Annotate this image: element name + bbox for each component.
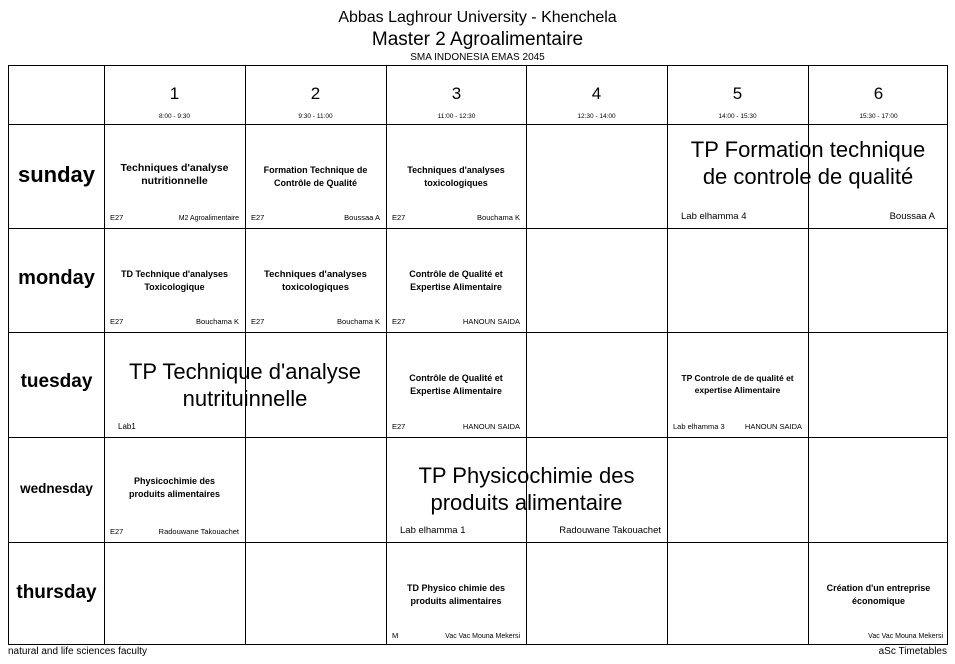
period-time: 8:00 - 9:30 [158, 113, 191, 120]
lesson-room: E27 [251, 317, 265, 326]
lesson-subject: Contrôle de Qualité et Expertise Alimentaire [409, 373, 503, 396]
period-number: 1 [169, 84, 180, 103]
period-number: 5 [732, 84, 743, 103]
lesson-subject: Création d'un entreprise économique [826, 583, 931, 606]
lesson-cell[interactable] [104, 228, 245, 332]
lesson-teacher: Vac Vac Mouna Mekersi [868, 633, 943, 640]
lesson-room: E27 [251, 213, 265, 222]
lesson-room: Lab elhamma 4 [681, 211, 747, 222]
lesson-teacher: Radouwane Takouachet [559, 525, 661, 536]
day-label-monday: monday [18, 267, 95, 289]
lesson-cell[interactable] [808, 542, 949, 646]
lesson-subject: TP Physicochimie des produits alimentaire [418, 463, 635, 515]
university-title: Abbas Laghrour University - Khenchela [338, 9, 617, 26]
lesson-room: Lab elhamma 3 [673, 422, 725, 431]
period-number: 4 [591, 84, 602, 103]
lesson-room: E27 [110, 317, 124, 326]
lesson-teacher: Vac Vac Mouna Mekersi [445, 633, 520, 640]
lesson-subject: TP Formation technique de controle de qualité [690, 137, 926, 189]
lesson-teacher: Boussaa A [889, 211, 935, 222]
lesson-cell[interactable] [667, 332, 808, 437]
lesson-subject: TP Controle de de qualité et expertise Alimentaire [681, 373, 794, 395]
lesson-cell[interactable] [386, 332, 526, 437]
lesson-subject: Techniques d'analyse nutritionnelle [120, 162, 229, 187]
footer-generator: aSc Timetables [878, 646, 947, 657]
lesson-room: Lab1 [118, 422, 136, 431]
period-number: 6 [873, 84, 884, 103]
lesson-teacher: M2 Agroalimentaire [178, 215, 239, 222]
lesson-cell[interactable] [245, 124, 386, 228]
subtitle: SMA INDONESIA EMAS 2045 [410, 52, 545, 63]
lesson-teacher: Bouchama K [477, 213, 520, 222]
lesson-room: E27 [392, 213, 406, 222]
period-time: 12:30 - 14:00 [577, 113, 616, 120]
lesson-subject: TP Technique d'analyse nutrituinnelle [128, 359, 362, 411]
lesson-cell[interactable] [104, 437, 245, 542]
lesson-subject: Techniques d'analyses toxicologiques [407, 165, 505, 188]
lesson-cell[interactable] [386, 124, 526, 228]
lesson-room: E27 [392, 317, 406, 326]
lesson-cell[interactable] [245, 228, 386, 332]
period-time: 9:30 - 11:00 [298, 113, 333, 120]
lesson-teacher: HANOUN SAIDA [462, 422, 520, 431]
day-label-sunday: sunday [17, 162, 96, 187]
period-number: 3 [451, 84, 462, 103]
lesson-cell[interactable] [104, 332, 386, 437]
lesson-teacher: Bouchama K [337, 317, 380, 326]
program-title: Master 2 Agroalimentaire [371, 29, 584, 50]
period-number: 2 [310, 84, 321, 103]
lesson-cell[interactable] [667, 124, 949, 228]
lesson-subject: TD Technique d'analyses Toxicologique [120, 269, 228, 292]
day-label-tuesday: tuesday [20, 371, 93, 392]
lesson-teacher: Bouchama K [196, 317, 239, 326]
period-time: 15:30 - 17:00 [859, 113, 898, 120]
period-time: 11:00 - 12:30 [437, 113, 476, 120]
lesson-subject: TD Physico chimie des produits alimentaires [406, 583, 506, 606]
lesson-room: Lab elhamma 1 [400, 525, 466, 536]
period-time: 14:00 - 15:30 [718, 113, 757, 120]
footer-faculty: natural and life sciences faculty [8, 646, 147, 657]
lesson-cell[interactable] [386, 542, 526, 646]
lesson-room: E27 [110, 527, 124, 536]
lesson-cell[interactable] [104, 124, 245, 228]
lesson-room: E27 [110, 213, 124, 222]
day-label-wednesday: wednesday [20, 481, 93, 496]
lesson-cell[interactable] [386, 437, 667, 542]
lesson-room: E27 [392, 422, 406, 431]
lesson-subject: Physicochimie des produits alimentaires [128, 476, 221, 499]
lesson-room: M [392, 631, 399, 640]
lesson-cell[interactable] [386, 228, 526, 332]
lesson-teacher: HANOUN SAIDA [744, 422, 802, 431]
lesson-teacher: Radouwane Takouachet [158, 527, 239, 536]
lesson-subject: Contrôle de Qualité et Expertise Alimentaire [409, 269, 503, 292]
lesson-teacher: HANOUN SAIDA [462, 317, 520, 326]
lesson-subject: Formation Technique de Contrôle de Qualité [263, 165, 368, 188]
day-label-thursday: thursday [16, 582, 97, 603]
lesson-subject: Techniques d'analyses toxicologiques [264, 269, 367, 293]
lesson-teacher: Boussaa A [344, 213, 380, 222]
timetable-grid [8, 65, 948, 645]
